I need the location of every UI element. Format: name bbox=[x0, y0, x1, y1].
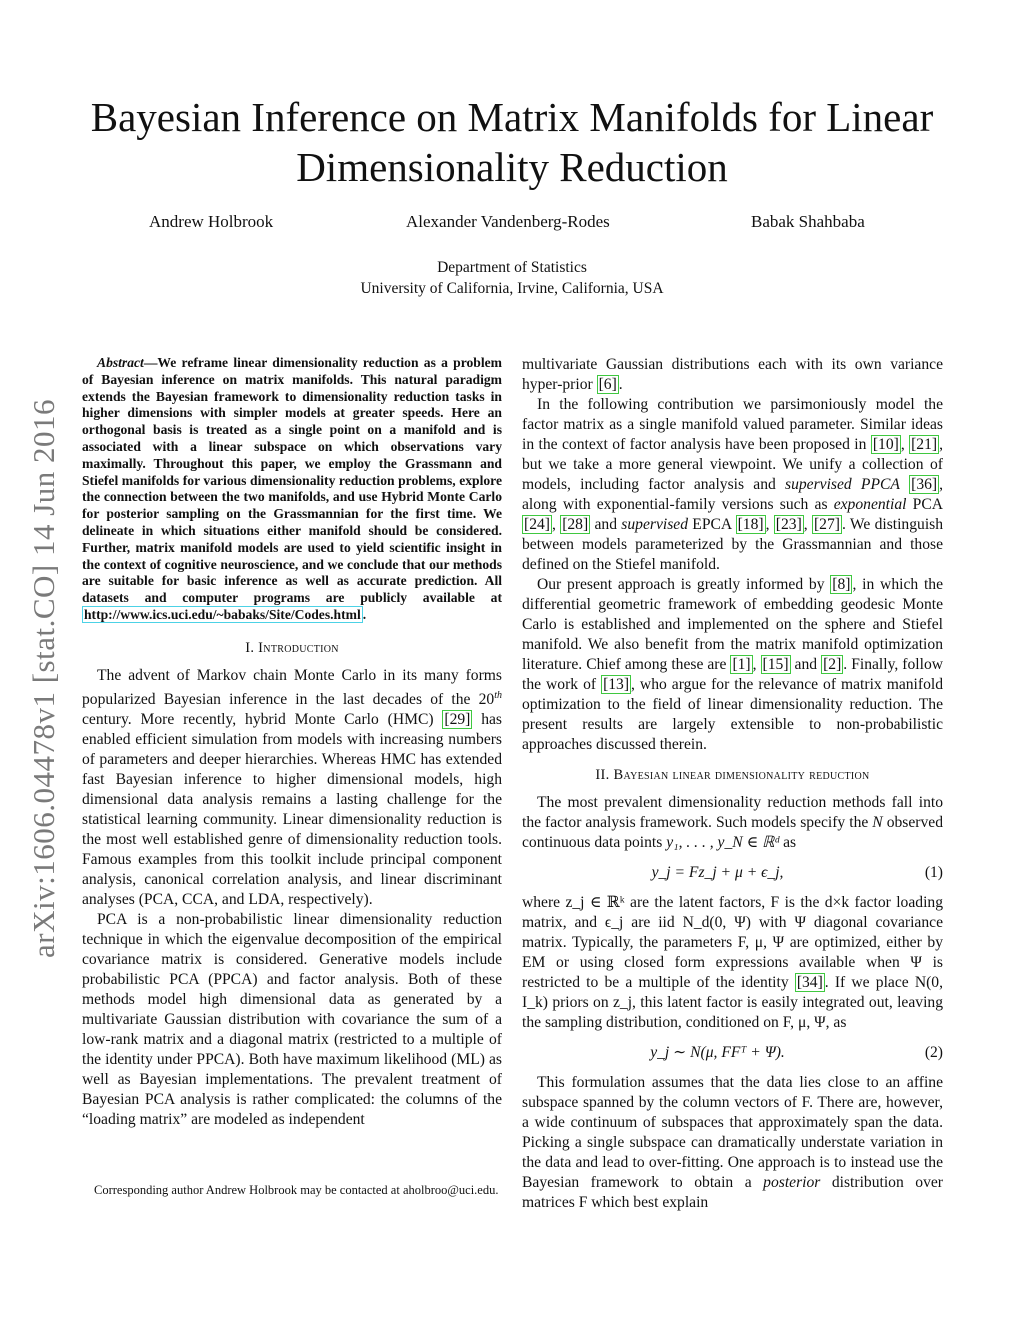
s2p1-text-b: observed continuous data points bbox=[522, 814, 943, 851]
equation-1-expr: y_j = Fz_j + μ + ϵ_j, bbox=[651, 864, 784, 881]
citation-15[interactable]: [15] bbox=[762, 656, 789, 673]
math-data-points: y₁, . . . , y_N ∈ ℝᵈ bbox=[666, 834, 780, 851]
intro-p1-text-a: The advent of Markov chain Monte Carlo in its many forms popularized Bayesian inference in the last decades of the 20 bbox=[82, 666, 502, 708]
section-heading-bayesian: II. Bayesian linear dimensionality reduction bbox=[595, 767, 870, 783]
intro-p1-text-b: century. More recently, hybrid Monte Carlo (HMC) bbox=[82, 710, 443, 728]
intro-paragraph-1 bbox=[82, 666, 502, 910]
intro-paragraph-2: PCA is a non-probabilistic linear dimensionality reduction technique in which the eigenvalue decomposition of the empirical covariance matrix is considered. Generative models include probabilistic PCA (PPCA) and factor analysis. Both of these methods model high dimensional data as generated by a multivariate Gaussian distribution with covariance the sum of a low-rank matrix and a diagonal matrix (restricted to a multiple of the identity under PPCA). Both have maximum likelihood (ML) as well as Bayesian implementations. The prevalent treatment of Bayesian PCA analysis is rather complicated: the columns of the “loading matrix” are modeled as independent bbox=[82, 910, 502, 1128]
affiliation-univ: University of California, Irvine, California, USA bbox=[360, 280, 664, 297]
r2-text-e: and bbox=[590, 516, 622, 533]
s2p3-text-a: This formulation assumes that the data lies close to an affine subspace spanned by the column vectors of F. There are, however, a wide continuum of subspaces that approximately span the data. Picking a single subspace can dramatically understate variation in the data and lead to over-fitting. One approach is to instead use the Bayesian framework to obtain a bbox=[522, 1074, 943, 1191]
term-supervised-ppca: supervised PPCA bbox=[785, 476, 900, 493]
code-link[interactable]: http://www.ics.uci.edu/~babaks/Site/Codes.html bbox=[84, 606, 361, 622]
section2-paragraph-2 bbox=[522, 893, 943, 1033]
section2-paragraph-1 bbox=[522, 793, 943, 853]
term-exponential: exponential bbox=[833, 496, 907, 513]
term-posterior: posterior bbox=[763, 1174, 821, 1191]
right-paragraph-3: Our present approach is greatly informed by [8] , in which the differential geometric framework of embedding geodesic Monte Carlo is established and implemented on the sphere and Stiefel manifold. We also benefit from the matrix manifold optimization literature. Chief among these are [1] , [15] and [2] . Finally, follow the work of [13] , who argue for the relevance of matrix manifold optimization to the field of linear dimensionality reduction. The present results are largely extensible to non-probabilistic approaches discussed therein. bbox=[522, 576, 944, 753]
citation-36[interactable]: [36] bbox=[911, 476, 938, 493]
r2-text-d: PCA bbox=[906, 496, 943, 513]
citation-21[interactable]: [21] bbox=[911, 436, 938, 453]
citation-2[interactable]: [2] bbox=[823, 656, 842, 673]
s2p1-text: The most prevalent dimensionality reduction methods fall into the factor analysis framework. Such models specify the bbox=[522, 794, 943, 831]
superscript-th: th bbox=[494, 689, 502, 701]
citation-18[interactable]: [18] bbox=[737, 516, 764, 533]
author-3: Babak Shahbaba bbox=[751, 212, 865, 231]
right-column bbox=[522, 355, 943, 1213]
citation-29[interactable]: [29] bbox=[444, 710, 471, 728]
equation-2-expr: y_j ∼ N(μ, FFᵀ + Ψ). bbox=[650, 1044, 785, 1061]
r2-text-f: EPCA bbox=[688, 516, 736, 533]
r2-text-b: , but we take a more general viewpoint. We unify a collection of models, including factor analysis and bbox=[522, 436, 943, 493]
s2p2-text-b: . If we place N(0, I_k) priors on z_j, this latent factor is easily integrated out, leaving the sampling distribution, conditioned on F, μ, Ψ, as bbox=[522, 974, 943, 1031]
citation-8[interactable]: [8] bbox=[832, 576, 851, 593]
section2-paragraph-3 bbox=[522, 1073, 943, 1213]
citation-6[interactable]: [6] bbox=[598, 376, 617, 393]
r2-text-c: , along with exponential-family versions such as bbox=[522, 476, 944, 513]
r3-text-b: , in which the differential geometric framework of embedding geodesic Monte Carlo is established and implemented on the sphere and Stiefel manifold. We also benefit from the matrix manifold optimization literature. Chief among these are bbox=[522, 576, 943, 673]
s2p2-text: where z_j ∈ ℝᵏ are the latent factors, F is the d×k factor loading matrix, and ϵ_j are iid N_d(0, Ψ) with Ψ diagonal covariance matrix. Typically, the parameters F, μ, Ψ are optimized, either by EM or using closed form expressions available when Ψ is restricted to be a multiple of the identity bbox=[522, 894, 943, 991]
right-paragraph-2: In the following contribution we parsimoniously model the factor matrix as a single manifold valued parameter. Similar ideas in the context of factor analysis have been proposed in [10] , [21] , but we take a more general viewpoint. We unify a collection of models, including factor analysis and supervised PPCA [36] , along with exponential-family versions such as exponential PCA [24] , [28] and supervised EPCA [18] , [23] , [27] . We distinguish between models parameterized by the Grassmannian and those defined on the Stiefel manifold. bbox=[522, 396, 944, 573]
citation-23[interactable]: [23] bbox=[775, 516, 802, 533]
citation-28[interactable]: [28] bbox=[562, 516, 589, 533]
footnote: Corresponding author Andrew Holbrook may be contacted at aholbroo@uci.edu. bbox=[94, 1183, 499, 1197]
r3-text-a: Our present approach is greatly informed by bbox=[537, 576, 831, 593]
intro-p1-text-c: has enabled efficient simulation from models with increasing numbers of parameters and deeper hierarchies. Whereas HMC has extended fast Bayesian inference to higher dimensional models, high dimensional data analysis remains a lasting challenge for the statistical learning community. Linear dimensionality reduction is the most well established genre of dimensionality reduction tools. Famous examples from this toolkit include principal component analysis, canonical correlation analysis, and linear discriminant analyses (PCA, CCA, and LDA, respectively). bbox=[82, 710, 503, 908]
citation-24[interactable]: [24] bbox=[524, 516, 550, 533]
math-N: N bbox=[872, 814, 883, 831]
citation-10[interactable]: [10] bbox=[872, 436, 899, 453]
author-1: Andrew Holbrook bbox=[149, 212, 274, 231]
abstract-label: Abstract bbox=[97, 355, 144, 370]
paper-title: Bayesian Inference on Matrix Manifolds for Linear Dimensionality Reduction bbox=[90, 94, 934, 190]
left-column bbox=[82, 355, 502, 1130]
section-heading-introduction: I. Introduction bbox=[245, 639, 339, 656]
r2-text-g: . We distinguish between models parameterized by the Grassmannian and those defined on the Stiefel manifold. bbox=[522, 516, 944, 573]
s2p1-text-c: as bbox=[779, 834, 797, 851]
citation-13[interactable]: [13] bbox=[603, 676, 630, 693]
citation-27[interactable]: [27] bbox=[813, 516, 840, 533]
affiliation-dept: Department of Statistics bbox=[437, 259, 587, 276]
abstract: Abstract—We reframe linear dimensionality reduction as a problem of Bayesian inference on matrix manifolds. This natural paradigm extends the Bayesian framework to dimensionality reduction tasks in higher dimensions with simpler models at greater speeds. Here an orthogonal basis is treated as a single point on a manifold and is associated with a linear subspace on which observations vary maximally. Throughout this paper, we employ the Grassmann and Stiefel manifolds for various dimensionality reduction problems, explore the connection between the two manifolds, and use Hybrid Monte Carlo for posterior sampling on the Grassmannian for the first time. We delineate in which situations either manifold should be considered. Further, matrix manifold models are used to yield scientific insight in the context of cognitive neuroscience, and we conclude that our methods are suitable for basic inference as well as accurate prediction. All datasets and computer programs are publicly available at http://www.ics.uci.edu/~babaks/Site/Codes.html . bbox=[82, 355, 502, 622]
right-paragraph-1 bbox=[522, 355, 943, 395]
abstract-text: —We reframe linear dimensionality reduction as a problem of Bayesian inference on matrix manifolds. This natural paradigm extends the Bayesian framework to dimensionality reduction tasks in higher dimensions with simpler models at greater speeds. Here an orthogonal basis is treated as a single point on a manifold and is associated with a linear subspace on which observations vary maximally. Throughout this paper, we employ the Grassmann and Stiefel manifolds for various dimensionality reduction problems, explore the connection between the two manifolds, and use Hybrid Monte Carlo for posterior sampling on the Grassmannian for the first time. We delineate in which situations either manifold should be considered. Further, matrix manifold models are used to yield scientific insight in the context of cognitive neuroscience, and we conclude that our methods are suitable for basic inference as well as accurate prediction. All datasets and computer programs are publicly available at bbox=[82, 355, 502, 606]
s2p3-text-b: distribution over matrices F which best explain bbox=[522, 1174, 943, 1211]
r3-text-d: . Finally, follow the work of bbox=[522, 656, 944, 693]
r1-text: multivariate Gaussian distributions each with its own variance hyper-prior bbox=[522, 356, 943, 393]
r3-text-e: , who argue for the relevance of matrix manifold optimization to the field of linear dimensionality reduction. The present results are largely extensible to non-probabilistic approaches discussed therein. bbox=[522, 676, 943, 753]
equation-2 bbox=[522, 1043, 943, 1063]
equation-1 bbox=[522, 863, 943, 883]
equation-1-number: (1) bbox=[924, 864, 943, 881]
r2-text-a: In the following contribution we parsimoniously model the factor matrix as a single manifold valued parameter. Similar ideas in the context of factor analysis have been proposed in bbox=[522, 396, 943, 453]
equation-2-number: (2) bbox=[924, 1044, 943, 1061]
citation-34[interactable]: [34] bbox=[796, 974, 823, 991]
r1-end: . bbox=[618, 376, 623, 393]
author-2: Alexander Vandenberg-Rodes bbox=[406, 212, 610, 231]
r3-text-c: and bbox=[790, 656, 822, 673]
term-supervised: supervised bbox=[621, 516, 688, 533]
citation-1[interactable]: [1] bbox=[732, 656, 751, 673]
arxiv-stamp: arXiv:1606.04478v1 [stat.CO] 14 Jun 2016 bbox=[26, 398, 61, 958]
affiliation bbox=[0, 257, 1024, 299]
